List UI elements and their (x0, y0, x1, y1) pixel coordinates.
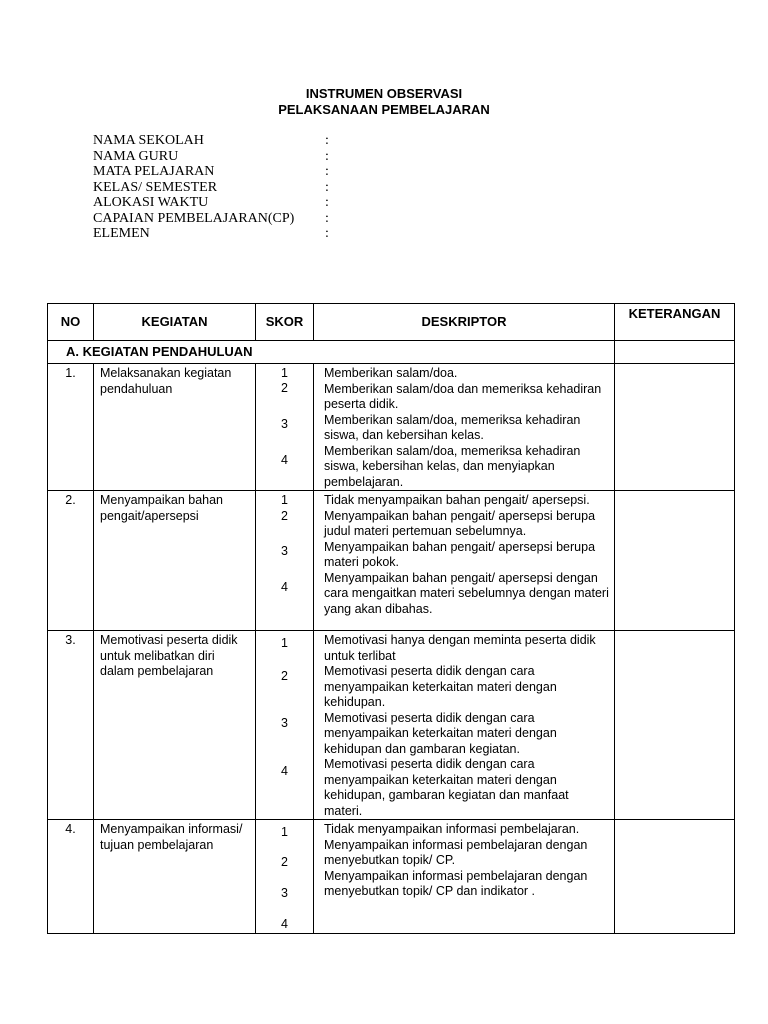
info-colon: : (325, 226, 329, 241)
skor-value: 3 (281, 716, 288, 730)
deskriptor-cell (314, 820, 615, 934)
header-skor: SKOR (256, 304, 314, 341)
info-colon: : (325, 179, 329, 195)
descriptor-item: Tidak menyampaikan bahan pengait/ apersepsi. (324, 493, 590, 507)
info-row-nama-guru (93, 148, 329, 165)
descriptor-item: Memotivasi hanya dengan meminta peserta didik untuk terlibat (324, 633, 596, 663)
header-deskriptor: DESKRIPTOR (314, 304, 615, 341)
descriptor-item: Menyampaikan bahan pengait/ apersepsi dengan cara mengaitkan materi sebelumnya dengan materi yang akan dibahas. (324, 570, 609, 616)
table-row (48, 491, 735, 631)
keterangan-cell (615, 341, 735, 364)
keterangan-cell (615, 364, 735, 491)
skor-value: 3 (281, 886, 288, 900)
descriptor-item: Memotivasi peserta didik dengan cara menyampaikan keterkaitan materi dengan kehidupan, gambaran kegiatan dan manfaat materi. (324, 757, 569, 818)
skor-value: 4 (281, 580, 288, 594)
deskriptor-cell (314, 364, 615, 491)
descriptor-item: Memberikan salam/doa, memeriksa kehadiran siswa, dan kebersihan kelas. (324, 412, 581, 442)
info-label: CAPAIAN PEMBELAJARAN(CP) (93, 210, 295, 226)
info-row-mata-pelajaran (93, 164, 329, 180)
info-label: MATA PELAJARAN (93, 164, 215, 179)
skor-value: 2 (281, 855, 288, 869)
descriptor-item: Memotivasi peserta didik dengan cara menyampaikan keterkaitan materi dengan kehidupan. (324, 664, 557, 709)
skor-cell (256, 820, 314, 934)
info-label: KELAS/ SEMESTER (93, 179, 218, 195)
info-row-alokasi-waktu (93, 195, 329, 211)
kegiatan-cell: Menyampaikan bahan pengait/apersepsi (94, 491, 256, 631)
table-header-row (48, 304, 735, 341)
info-label: ELEMEN (93, 226, 150, 241)
info-label: NAMA SEKOLAH (93, 133, 204, 148)
info-row-capaian-pembelajaran (93, 210, 329, 227)
info-colon: : (325, 133, 329, 148)
skor-value: 4 (281, 917, 288, 931)
info-row-elemen (93, 226, 329, 242)
deskriptor-cell (314, 491, 615, 631)
keterangan-cell (615, 820, 735, 934)
skor-value: 1 (281, 366, 288, 380)
kegiatan-cell: Memotivasi peserta didik untuk melibatkan diri dalam pembelajaran (94, 631, 256, 820)
observation-table (47, 303, 735, 934)
descriptor-item: Menyampaikan bahan pengait/ apersepsi berupa judul materi pertemuan sebelumnya. (324, 508, 596, 538)
kegiatan-cell: Melaksanakan kegiatan pendahuluan (94, 364, 256, 491)
skor-cell (256, 364, 314, 491)
skor-value: 3 (281, 417, 288, 431)
skor-value: 1 (281, 825, 288, 839)
info-colon: : (325, 164, 329, 179)
table-row (48, 631, 735, 820)
info-row-kelas-semester (93, 179, 329, 196)
row-number: 4. (48, 820, 94, 934)
skor-value: 4 (281, 764, 288, 778)
info-colon: : (325, 210, 329, 226)
header-keterangan: KETERANGAN (615, 304, 735, 341)
skor-value: 4 (281, 453, 288, 467)
header-kegiatan: KEGIATAN (94, 304, 256, 341)
row-number: 1. (48, 364, 94, 491)
section-title: A. KEGIATAN PENDAHULUAN (48, 341, 615, 364)
skor-cell (256, 491, 314, 631)
descriptor-item: Menyampaikan informasi pembelajaran dengan menyebutkan topik/ CP dan indikator . (324, 868, 588, 898)
document-subtitle: PELAKSANAAN PEMBELAJARAN (278, 102, 490, 117)
skor-value: 1 (281, 636, 288, 650)
skor-value: 2 (281, 669, 288, 683)
deskriptor-cell (314, 631, 615, 820)
descriptor-item: Memberikan salam/doa, memeriksa kehadiran siswa, kebersihan kelas, dan menyiapkan pembelajaran. (324, 443, 581, 489)
descriptor-item: Tidak menyampaikan informasi pembelajaran. (324, 822, 580, 836)
skor-value: 2 (281, 509, 288, 523)
header-no: NO (48, 304, 94, 341)
keterangan-cell (615, 491, 735, 631)
row-number: 2. (48, 491, 94, 631)
skor-cell (256, 631, 314, 820)
info-row-nama-sekolah (93, 133, 329, 149)
descriptor-item: Menyampaikan bahan pengait/ apersepsi berupa materi pokok. (324, 539, 596, 569)
identity-block (93, 133, 329, 242)
descriptor-item: Menyampaikan informasi pembelajaran dengan menyebutkan topik/ CP. (324, 837, 588, 867)
table-row (48, 364, 735, 491)
info-colon: : (325, 148, 329, 164)
info-label: ALOKASI WAKTU (93, 195, 209, 210)
skor-value: 2 (281, 381, 288, 395)
descriptor-item: Memberikan salam/doa. (324, 366, 458, 380)
kegiatan-cell: Menyampaikan informasi/ tujuan pembelajaran (94, 820, 256, 934)
row-number: 3. (48, 631, 94, 820)
keterangan-cell (615, 631, 735, 820)
info-label: NAMA GURU (93, 148, 179, 164)
skor-value: 3 (281, 544, 288, 558)
descriptor-item: Memberikan salam/doa dan memeriksa kehadiran peserta didik. (324, 381, 602, 411)
section-row (48, 341, 735, 364)
descriptor-item: Memotivasi peserta didik dengan cara menyampaikan keterkaitan materi dengan kehidupan dan gambaran kegiatan. (324, 710, 557, 756)
info-colon: : (325, 195, 329, 210)
table-row (48, 820, 735, 934)
document-title: INSTRUMEN OBSERVASI (305, 86, 463, 101)
skor-value: 1 (281, 493, 288, 507)
